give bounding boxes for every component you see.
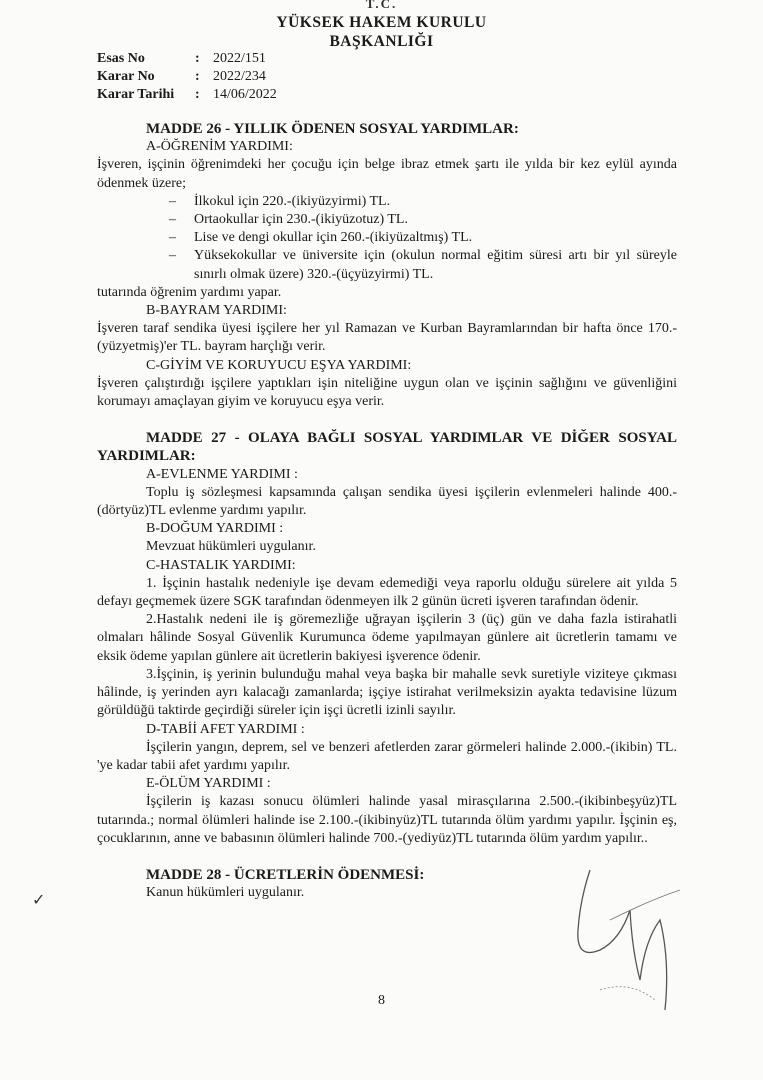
meta-colon: :	[195, 69, 200, 84]
section-c-title: C-GİYİM VE KORUYUCU EŞYA YARDIMI:	[146, 357, 412, 373]
document-body	[97, 120, 677, 902]
meta-key: Karar No	[97, 69, 155, 84]
meta-value: 14/06/2022	[213, 87, 277, 102]
section-b-text: İşveren taraf sendika üyesi işçilere her yıl Ramazan ve Kurban Bayramlarından bir hafta önce 170.-(yüzyetmiş)'er TL. bayram harçlığı verir.	[97, 321, 677, 355]
header-tc: T.C.	[365, 0, 398, 11]
education-aid-list	[97, 193, 677, 284]
section-e-title: E-ÖLÜM YARDIMI :	[146, 776, 271, 792]
section-b-title: B-DOĞUM YARDIMI :	[146, 521, 284, 537]
meta-key: Karar Tarihi	[97, 87, 175, 102]
meta-key: Esas No	[97, 51, 145, 66]
section-d-title: D-TABİİ AFET YARDIMI :	[146, 721, 305, 737]
header-department: BAŞKANLIĞI	[329, 33, 434, 50]
section-a-text: İşveren, işçinin öğrenimdeki her çocuğu için belge ibraz etmek şartı ile yılda bir kez eylül ayında ödenmek üzere;	[97, 157, 677, 191]
section-c-paragraph-2: 2.Hastalık nedeni ile iş göremezliğe uğrayan işçilerin 3 (üç) gün ve daha fazla istirahatli olmaları hâlinde Sosyal Güvenlik Kurumunca ödeme yapılmayan günlere ait ücretlerin tamamı ve eksik ödeme yapılan günlere ait ücretlerin bakiyesi işverence ödenir.	[97, 612, 677, 664]
list-item: – Lise ve dengi okullar için 260.-(ikiyüzaltmış) TL.	[97, 229, 677, 247]
meta-row-karar	[97, 68, 277, 86]
section-a-tail: tutarında öğrenim yardımı yapar.	[97, 284, 282, 300]
article-28-title: MADDE 28 - ÜCRETLERİN ÖDENMESİ:	[146, 866, 425, 883]
page-number: 8	[378, 993, 385, 1008]
article-26-title: MADDE 26 - YILLIK ÖDENEN SOSYAL YARDIMLAR:	[146, 121, 519, 137]
section-c-title: C-HASTALIK YARDIMI:	[146, 557, 296, 573]
section-a-text: Toplu iş sözleşmesi kapsamında çalışan sendika üyesi işçilerin evlenmeleri halinde 400.-(dörtyüz)TL evlenme yardımı yapılır.	[97, 484, 677, 519]
section-e-text: İşçilerin iş kazası sonucu ölümleri halinde yasal mirasçılarına 2.500.-(ikibinbeşyüz)TL tutarında.; normal ölümleri halinde ise 2.100.-(ikibinyüz)TL tutarında ölüm yardımı yapılır. İşçinin eş, çocuklarının, anne ve babasının ölümleri halinde 700.-(yediyüz)TL tutarında ölüm yardım yapılır..	[97, 794, 677, 846]
section-c-paragraph-1: 1. İşçinin hastalık nedeniyle işe devam edemediği veya raporlu olduğu sürelere ait yılda 5 defayı geçmemek üzere SGK tarafından ödenmeyen ilk 2 günün ücreti işveren tarafından ödenir.	[97, 575, 677, 610]
section-a-title: A-EVLENME YARDIMI :	[146, 466, 298, 482]
case-meta	[97, 50, 277, 104]
meta-colon: :	[195, 51, 200, 66]
list-item: – İlkokul için 220.-(ikiyüzyirmi) TL.	[97, 193, 677, 211]
section-c-paragraph-3: 3.İşçinin, iş yerinin bulunduğu mahal veya başka bir mahalle sevk suretiyle viziteye çıkması hâlinde, iş yerinden ayrı kalacağı zamanlarda; işçiye istirahat verilmeksizin ayakta tedavisine lüzum görüldüğü taktirde geçirdiği süreler için işçi ücretli izinli sayılır.	[97, 666, 677, 719]
spacer	[97, 411, 677, 429]
section-a-title: A-ÖĞRENİM YARDIMI:	[146, 139, 293, 155]
section-b-text: Mevzuat hükümleri uygulanır.	[146, 539, 316, 555]
meta-value: 2022/234	[213, 69, 266, 84]
meta-row-tarih	[97, 86, 277, 104]
section-c-text: İşveren çalıştırdığı işçilere yaptıkları işin niteliğine uygun olan ve işçinin sağlığını ve güvenliğini korumayı amaçlayan giyim ve koruyucu eşya verir.	[97, 375, 677, 410]
section-b-title: B-BAYRAM YARDIMI:	[146, 303, 287, 319]
section-d-text: İşçilerin yangın, deprem, sel ve benzeri afetlerden zarar görmeleri halinde 2.000.-(ikibin) TL. 'ye kadar tabii afet yardımı yapılır.	[97, 739, 677, 773]
header-institution: YÜKSEK HAKEM KURULU	[276, 14, 487, 31]
article-27-title: MADDE 27 - OLAYA BAĞLI SOSYAL YARDIMLAR VE DİĞER SOSYAL YARDIMLAR:	[97, 430, 677, 465]
article-28-text: Kanun hükümleri uygulanır.	[146, 885, 305, 901]
meta-value: 2022/151	[213, 51, 266, 66]
meta-colon: :	[195, 87, 200, 102]
list-item: – Ortaokullar için 230.-(ikiyüzotuz) TL.	[97, 211, 677, 229]
list-item: – Yüksekokullar ve üniversite için (okulun normal eğitim süresi artı bir yıl süreyle sınırlı olmak üzere) 320.-(üçyüzyirmi) TL.	[97, 247, 677, 283]
margin-check-mark-icon: ✓	[32, 892, 46, 909]
meta-row-esas	[97, 50, 277, 68]
